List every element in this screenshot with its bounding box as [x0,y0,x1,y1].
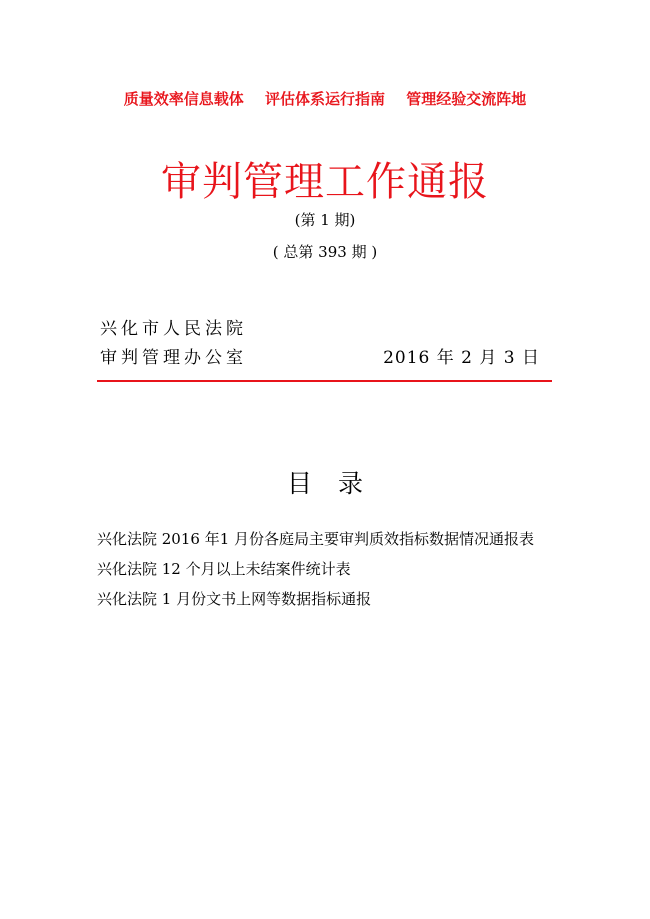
slogan-evaluation: 评估体系运行指南 [264,90,385,108]
issuing-court: 兴化市人民法院 [100,319,247,339]
toc-heading: 目录 [286,469,389,498]
slogan-exchange: 管理经验交流阵地 [406,90,527,108]
slogan-quality: 质量效率信息载体 [123,90,244,108]
toc-item: 兴化法院 1 月份文书上网等数据指标通报 [97,590,372,608]
toc-item: 兴化法院 12 个月以上未结案件统计表 [97,560,351,578]
issue-date: 2016 年 2 月 3 日 [383,348,540,368]
header-slogans [0,88,650,109]
total-issue-number: ( 总第 393 期 ) [272,243,378,261]
toc-item: 兴化法院 2016 年1 月份各庭局主要审判质效指标数据情况通报表 [97,530,535,548]
header-divider [97,380,552,382]
issuing-office: 审判管理办公室 [100,348,247,368]
toc-list [97,528,534,618]
issue-number: (第 1 期) [294,211,356,229]
bulletin-title: 审判管理工作通报 [161,159,489,205]
